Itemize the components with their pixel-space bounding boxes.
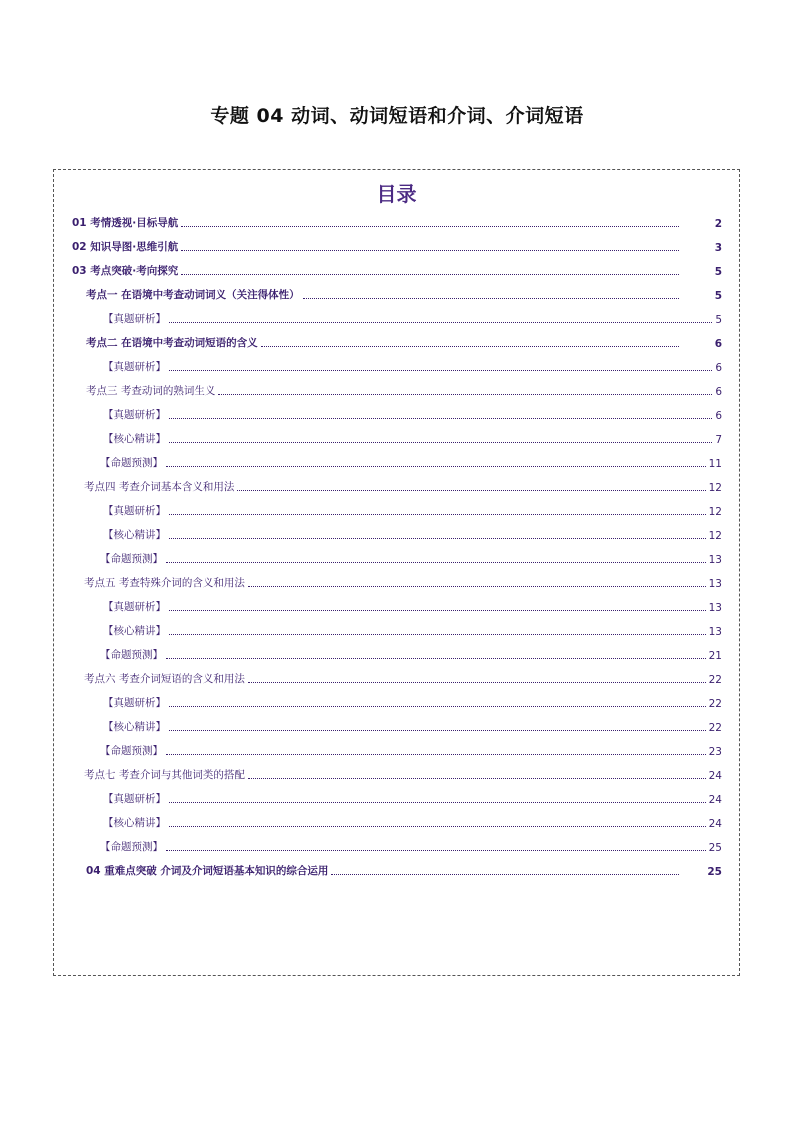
toc-entry-page: 11 [708, 458, 722, 470]
toc-entry-label: 【命题预测】 [100, 553, 163, 565]
toc-entry-label: 【核心精讲】 [103, 625, 166, 637]
dot-leader [181, 250, 679, 251]
dot-leader [169, 610, 706, 611]
toc-entry-page: 24 [708, 794, 722, 806]
dot-leader [169, 514, 706, 515]
dot-leader [169, 634, 706, 635]
toc-entry[interactable] [72, 214, 722, 230]
toc-entry-page: 13 [708, 602, 722, 614]
dot-leader [237, 490, 705, 491]
dot-leader [166, 850, 706, 851]
toc-entry-page: 2 [714, 218, 722, 230]
toc-entry[interactable] [103, 790, 722, 806]
toc-entry-label: 【真题研析】 [103, 793, 166, 805]
toc-entry-page: 5 [714, 290, 722, 302]
dot-leader [166, 562, 706, 563]
toc-entry-page: 12 [708, 530, 722, 542]
toc-entry-label: 【真题研析】 [103, 409, 166, 421]
toc-entry-page: 13 [708, 554, 722, 566]
toc-entry[interactable] [103, 310, 722, 326]
toc-entry-label: 考点六 考查介词短语的含义和用法 [84, 673, 245, 685]
toc-entry-label: 【核心精讲】 [103, 721, 166, 733]
toc-entry-label: 【真题研析】 [103, 505, 166, 517]
toc-entry-page: 25 [708, 842, 722, 854]
toc-entry[interactable] [86, 862, 722, 878]
toc-entry[interactable] [103, 718, 722, 734]
toc-entry[interactable] [103, 358, 722, 374]
toc-entry-page: 25 [707, 866, 722, 878]
toc-entry-label: 考点四 考查介词基本含义和用法 [84, 481, 235, 493]
toc-entry-label: 考点五 考查特殊介词的含义和用法 [84, 577, 245, 589]
dot-leader [169, 322, 712, 323]
toc-entry[interactable] [86, 286, 722, 302]
toc-entry-label: 【核心精讲】 [103, 817, 166, 829]
toc-entry-label: 【核心精讲】 [103, 529, 166, 541]
toc-entry[interactable] [100, 550, 722, 566]
dot-leader [248, 682, 706, 683]
toc-entry[interactable] [86, 334, 722, 350]
toc-entry-label: 考点七 考查介词与其他词类的搭配 [84, 769, 245, 781]
toc-entry[interactable] [103, 406, 722, 422]
toc-entry[interactable] [103, 430, 722, 446]
toc-entry[interactable] [103, 622, 722, 638]
toc-entry-page: 21 [708, 650, 722, 662]
dot-leader [169, 538, 706, 539]
dot-leader [181, 274, 679, 275]
dot-leader [169, 442, 712, 443]
toc-entry-page: 22 [708, 674, 722, 686]
toc-entry[interactable] [103, 814, 722, 830]
toc-entry[interactable] [103, 526, 722, 542]
toc-entry-page: 24 [708, 770, 722, 782]
toc-entry-label: 04 重难点突破 介词及介词短语基本知识的综合运用 [86, 865, 329, 877]
toc-entry-label: 【真题研析】 [103, 313, 166, 325]
toc-entry-label: 01 考情透视·目标导航 [72, 217, 179, 229]
toc-entry-page: 13 [708, 578, 722, 590]
toc-entry[interactable] [103, 694, 722, 710]
dot-leader [166, 754, 706, 755]
toc-entry[interactable] [72, 262, 722, 278]
toc-entry-label: 【命题预测】 [100, 457, 163, 469]
toc-entry-label: 【命题预测】 [100, 841, 163, 853]
dot-leader [248, 778, 706, 779]
dot-leader [169, 706, 706, 707]
toc-entry-page: 3 [714, 242, 722, 254]
dot-leader [248, 586, 706, 587]
toc-entry-label: 02 知识导图·思维引航 [72, 241, 179, 253]
dot-leader [166, 466, 706, 467]
toc-entry[interactable] [72, 238, 722, 254]
toc-entry[interactable] [84, 574, 722, 590]
toc-entry-label: 【真题研析】 [103, 697, 166, 709]
toc-entry[interactable] [84, 670, 722, 686]
toc-entry-label: 【命题预测】 [100, 649, 163, 661]
toc-entry[interactable] [100, 646, 722, 662]
toc-entry-label: 考点三 考查动词的熟词生义 [86, 385, 216, 397]
toc-entry[interactable] [86, 382, 722, 398]
toc-entry[interactable] [84, 766, 722, 782]
toc-entry-label: 考点一 在语境中考查动词词义（关注得体性） [86, 289, 300, 301]
dot-leader [169, 370, 712, 371]
toc-entry[interactable] [100, 742, 722, 758]
toc-entry[interactable] [103, 598, 722, 614]
toc-entry-page: 24 [708, 818, 722, 830]
toc-entry-page: 6 [715, 362, 722, 374]
toc-entry[interactable] [103, 502, 722, 518]
dot-leader [169, 802, 706, 803]
toc-entry[interactable] [100, 838, 722, 854]
toc-entry-label: 【真题研析】 [103, 601, 166, 613]
dot-leader [261, 346, 679, 347]
toc-entry-page: 6 [714, 338, 722, 350]
toc-entry-label: 【真题研析】 [103, 361, 166, 373]
toc-entry-page: 5 [714, 266, 722, 278]
dot-leader [169, 730, 706, 731]
toc-entry-label: 【核心精讲】 [103, 433, 166, 445]
dot-leader [181, 226, 679, 227]
toc-entry-page: 13 [708, 626, 722, 638]
toc-entry-label: 03 考点突破·考向探究 [72, 265, 179, 277]
toc-entry[interactable] [84, 478, 722, 494]
toc-entry-label: 【命题预测】 [100, 745, 163, 757]
toc-entry-page: 5 [715, 314, 722, 326]
toc-entry-page: 22 [708, 722, 722, 734]
dot-leader [303, 298, 679, 299]
toc-entry-page: 12 [708, 482, 722, 494]
toc-entry-page: 6 [715, 386, 722, 398]
toc-entry-label: 考点二 在语境中考查动词短语的含义 [86, 337, 258, 349]
toc-entry-page: 7 [715, 434, 722, 446]
dot-leader [166, 658, 706, 659]
dot-leader [218, 394, 712, 395]
toc-entry-page: 6 [715, 410, 722, 422]
toc-entry[interactable] [100, 454, 722, 470]
toc-entry-page: 12 [708, 506, 722, 518]
dot-leader [331, 874, 679, 875]
toc-entry-page: 22 [708, 698, 722, 710]
dot-leader [169, 826, 706, 827]
toc-heading: 目录 [376, 182, 417, 206]
page-title: 专题 04 动词、动词短语和介词、介词短语 [210, 105, 584, 127]
dot-leader [169, 418, 712, 419]
toc-entry-page: 23 [708, 746, 722, 758]
